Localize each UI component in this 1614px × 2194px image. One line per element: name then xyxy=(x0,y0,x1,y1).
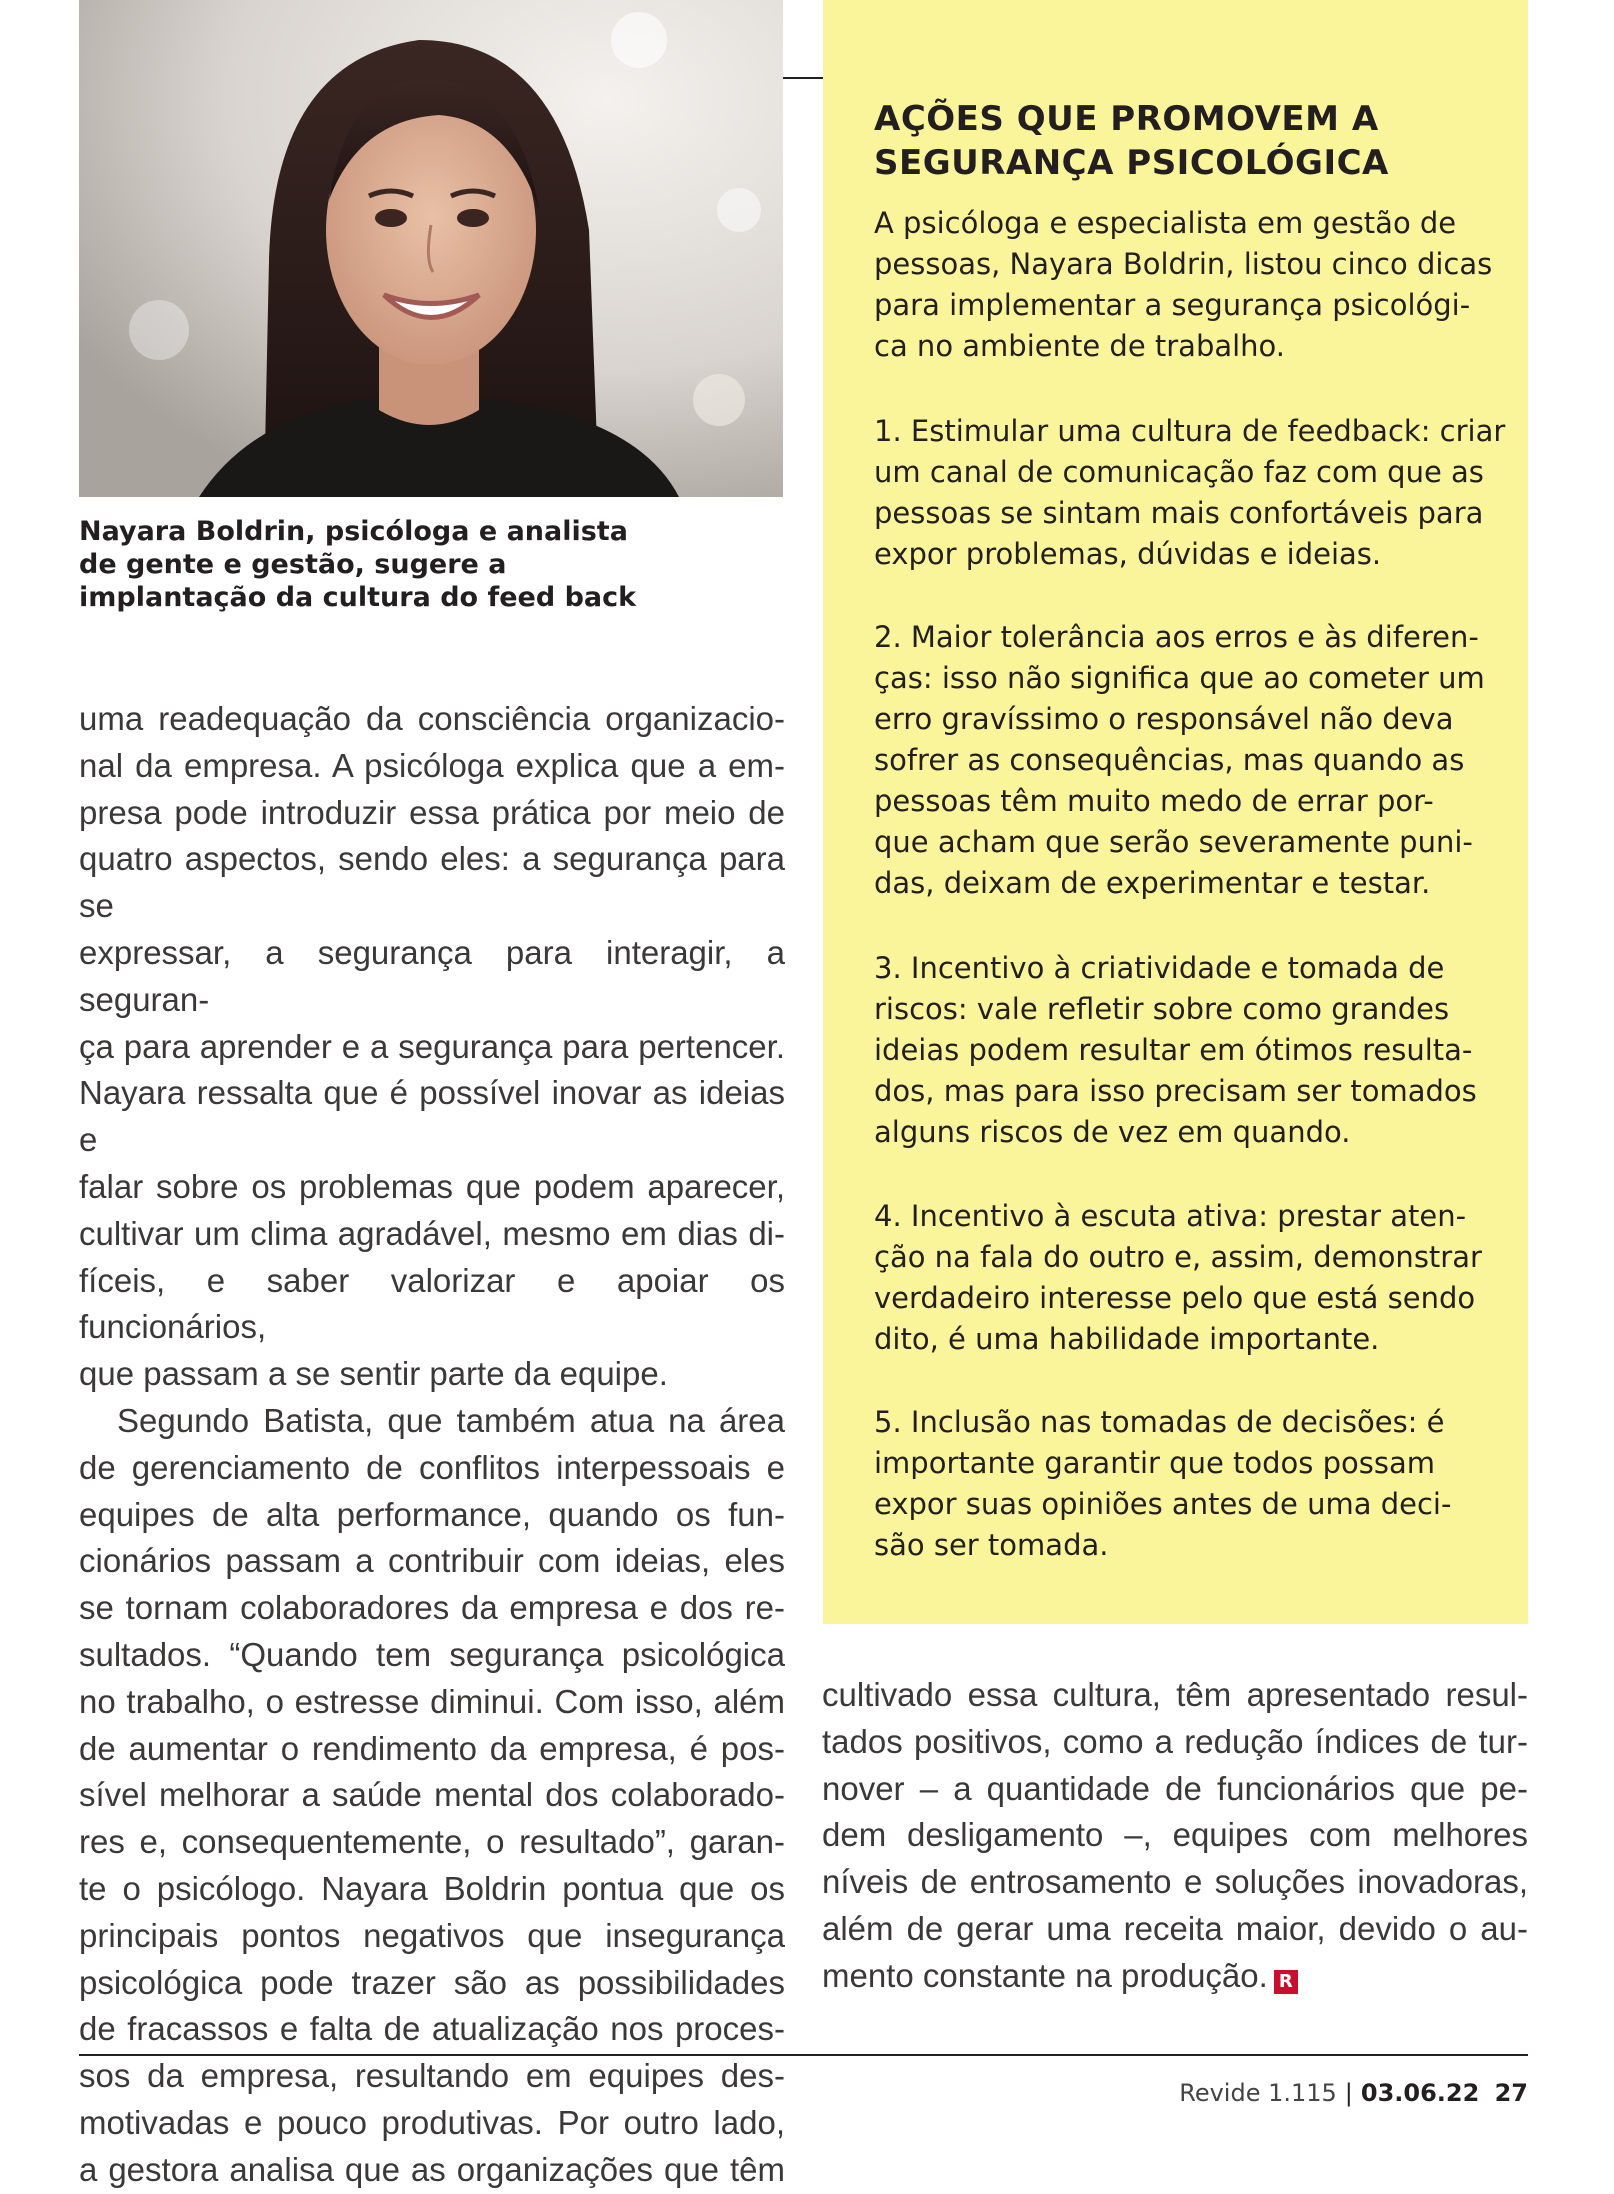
tip-line: verdadeiro interesse pelo que está sendo xyxy=(874,1281,1476,1315)
tip-line: sofrer as consequências, mas quando as xyxy=(874,743,1465,777)
tip-line: expor suas opiniões antes de uma deci- xyxy=(874,1487,1452,1521)
body-line: além de gerar uma receita maior, devido o au- xyxy=(822,1909,1528,1947)
body-line-last xyxy=(822,1953,1528,2000)
body-line: principais pontos negativos que insegurança xyxy=(79,1916,785,1954)
body-line: Segundo Batista, que também atua na área xyxy=(117,1401,785,1439)
footer-separator: | xyxy=(1344,2079,1353,2107)
publication-name: Revide 1.115 xyxy=(1179,2079,1337,2107)
sidebar-title-line: AÇÕES QUE PROMOVEM A xyxy=(874,99,1379,139)
caption-line: de gente e gestão, sugere a xyxy=(79,549,507,580)
tip-line: expor problemas, dúvidas e ideias. xyxy=(874,537,1382,571)
photo-caption xyxy=(79,515,639,614)
body-line: fíceis, e saber valorizar e apoiar os funcionários, xyxy=(79,1261,785,1346)
top-rule xyxy=(783,77,823,79)
body-line: uma readequação da consciência organizacio- xyxy=(79,700,785,737)
tip-line: pessoas têm muito medo de errar por- xyxy=(874,784,1434,818)
right-column-text xyxy=(822,1672,1528,2000)
tip-line: dito, é uma habilidade importante. xyxy=(874,1322,1380,1356)
sidebar-box xyxy=(823,0,1528,1624)
body-line: motivadas e pouco produtivas. Por outro lado, xyxy=(79,2103,785,2141)
body-line: expressar, a segurança para interagir, a seguran- xyxy=(79,933,785,1018)
intro-line: A psicóloga e especialista em gestão de xyxy=(874,206,1457,240)
body-line: de gerenciamento de conflitos interpessoais e xyxy=(79,1448,785,1486)
body-line: Nayara ressalta que é possível inovar as ideias e xyxy=(79,1074,785,1159)
footer-rule xyxy=(79,2054,1528,2056)
body-line: ça para aprender e a segurança para pertencer. xyxy=(79,1027,785,1065)
tip-1 xyxy=(874,411,1514,575)
body-line: sos da empresa, resultando em equipes des- xyxy=(79,2057,785,2095)
end-mark-icon: R xyxy=(1274,1970,1298,1994)
tip-2 xyxy=(874,617,1514,904)
body-line: a gestora analisa que as organizações que têm xyxy=(79,2150,785,2188)
body-line: de aumentar o rendimento da empresa, é pos- xyxy=(79,1729,785,1767)
body-line: níveis de entrosamento e soluções inovadoras, xyxy=(822,1863,1528,1901)
intro-line: para implementar a segurança psicológi- xyxy=(874,288,1471,322)
body-line: presa pode introduzir essa prática por meio de xyxy=(79,793,785,831)
portrait-illustration xyxy=(79,0,783,497)
tip-line: 2. Maior tolerância aos erros e às diferen- xyxy=(874,620,1479,654)
caption-line: implantação da cultura do feed back xyxy=(79,582,637,613)
body-line: equipes de alta performance, quando os fun- xyxy=(79,1495,785,1533)
body-line: quatro aspectos, sendo eles: a segurança para se xyxy=(79,840,785,925)
tip-line: 1. Estimular uma cultura de feedback: criar xyxy=(874,414,1506,448)
tip-line: ças: isso não significa que ao cometer um xyxy=(874,661,1485,695)
tip-line: 5. Inclusão nas tomadas de decisões: é xyxy=(874,1405,1445,1439)
body-line: te o psicólogo. Nayara Boldrin pontua que os xyxy=(79,1869,785,1907)
left-column-text xyxy=(79,696,785,2194)
tip-3 xyxy=(874,948,1514,1153)
tip-4 xyxy=(874,1196,1514,1360)
body-line: se tornam colaboradores da empresa e dos re- xyxy=(79,1589,785,1627)
body-line: nover – a quantidade de funcionários que pe- xyxy=(822,1769,1528,1807)
body-line: sível melhorar a saúde mental dos colaborado- xyxy=(79,1776,785,1814)
tip-line: das, deixam de experimentar e testar. xyxy=(874,866,1431,900)
body-line: de fracassos e falta de atualização nos proces- xyxy=(79,2010,785,2048)
body-line: que passam a se sentir parte da equipe. xyxy=(79,1355,668,1393)
sidebar-title xyxy=(874,97,1494,185)
tip-line: riscos: vale refletir sobre como grandes xyxy=(874,992,1450,1026)
body-line: falar sobre os problemas que podem aparecer, xyxy=(79,1167,785,1205)
tip-line: importante garantir que todos possam xyxy=(874,1446,1435,1480)
intro-line: pessoas, Nayara Boldrin, listou cinco dicas xyxy=(874,247,1493,281)
tip-line: 4. Incentivo à escuta ativa: prestar aten- xyxy=(874,1199,1467,1233)
body-line: cultivar um clima agradável, mesmo em dias di- xyxy=(79,1214,785,1252)
body-line: cionários passam a contribuir com ideias, eles xyxy=(79,1542,785,1580)
tip-line: um canal de comunicação faz com que as xyxy=(874,455,1484,489)
sidebar-title-line: SEGURANÇA PSICOLÓGICA xyxy=(874,143,1389,183)
body-line: tados positivos, como a redução índices de tur- xyxy=(822,1722,1528,1760)
intro-line: ca no ambiente de trabalho. xyxy=(874,329,1286,363)
body-line: psicológica pode trazer são as possibilidades xyxy=(79,1963,785,2001)
issue-date: 03.06.22 xyxy=(1360,2079,1480,2107)
page-number: 27 xyxy=(1494,2079,1528,2107)
tip-line: que acham que serão severamente puni- xyxy=(874,825,1473,859)
page-footer xyxy=(1179,2078,1528,2108)
tip-line: 3. Incentivo à criatividade e tomada de xyxy=(874,951,1445,985)
body-line: nal da empresa. A psicóloga explica que a em- xyxy=(79,746,785,784)
body-line: cultivado essa cultura, têm apresentado resul- xyxy=(822,1676,1528,1713)
body-line: no trabalho, o estresse diminui. Com isso, além xyxy=(79,1682,785,1720)
body-line: sultados. “Quando tem segurança psicológica xyxy=(79,1635,785,1673)
tip-line: pessoas se sintam mais confortáveis para xyxy=(874,496,1484,530)
sidebar-intro xyxy=(874,203,1514,367)
body-line-text: mento constante na produção. xyxy=(822,1956,1268,1994)
tip-line: são ser tomada. xyxy=(874,1528,1109,1562)
tip-line: dos, mas para isso precisam ser tomados xyxy=(874,1074,1477,1108)
caption-line: Nayara Boldrin, psicóloga e analista xyxy=(79,516,628,547)
tip-line: erro gravíssimo o responsável não deva xyxy=(874,702,1454,736)
body-line: dem desligamento –, equipes com melhores xyxy=(822,1816,1528,1854)
tip-line: alguns riscos de vez em quando. xyxy=(874,1115,1351,1149)
tip-line: ideias podem resultar em ótimos resulta- xyxy=(874,1033,1473,1067)
body-line: res e, consequentemente, o resultado”, garan- xyxy=(79,1823,785,1861)
portrait-photo xyxy=(79,0,783,497)
tip-5 xyxy=(874,1402,1514,1566)
tip-line: ção na fala do outro e, assim, demonstrar xyxy=(874,1240,1482,1274)
